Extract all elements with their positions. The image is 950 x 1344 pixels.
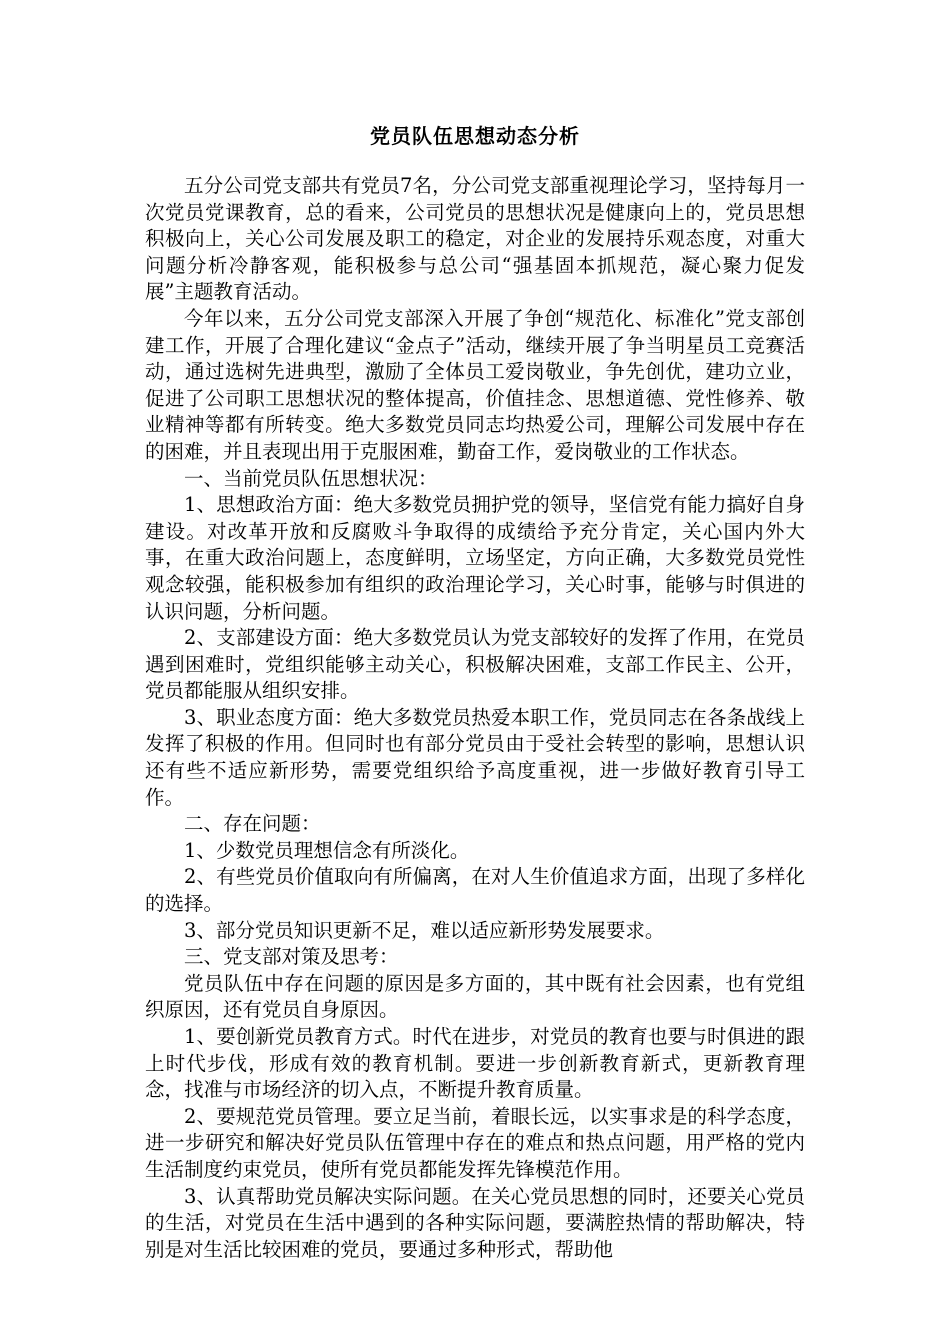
countermeasure-item-2: 2、要规范党员管理。要立足当前，着眼长远，以实事求是的科学态度，进一步研究和解决好党员队伍管理中存在的难点和热点问题，用严格的党内生活制度约束党员，使所有党员都能发挥先锋模范作用。 [145, 1104, 805, 1181]
paragraph-intro: 五分公司党支部共有党员7名，分公司党支部重视理论学习，坚持每月一次党员党课教育，总的看来，公司党员的思想状况是健康向上的，党员思想积极向上，关心公司发展及职工的稳定，对企业的发展持乐观态度，对重大问题分析冷静客观，能积极参与总公司“强基固本抓规范，凝心聚力促发展”主题教育活动。 [145, 174, 805, 304]
countermeasure-item-3: 3、认真帮助党员解决实际问题。在关心党员思想的同时，还要关心党员的生活，对党员在生活中遇到的各种实际问题，要满腔热情的帮助解决，特别是对生活比较困难的党员，要通过多种形式，帮助他 [145, 1184, 805, 1261]
paragraph-branch-building: 2、支部建设方面：绝大多数党员认为党支部较好的发挥了作用，在党员遇到困难时，党组织能够主动关心，积极解决困难，支部工作民主、公开，党员都能服从组织安排。 [145, 626, 805, 703]
paragraph-causes: 党员队伍中存在问题的原因是多方面的，其中既有社会因素，也有党组织原因，还有党员自身原因。 [145, 971, 805, 1022]
section-heading-current-status: 一、当前党员队伍思想状况： [184, 466, 438, 490]
section-heading-countermeasures: 三、党支部对策及思考： [184, 945, 399, 969]
paragraph-political-thought: 1、思想政治方面：绝大多数党员拥护党的领导，坚信党有能力搞好自身建设。对改革开放和反腐败斗争取得的成绩给予充分肯定，关心国内外大事，在重大政治问题上，态度鲜明，立场坚定，方向正确，大多数党员党性观念较强，能积极参加有组织的政治理论学习，关心时事，能够与时俱进的认识问题，分析问题。 [145, 493, 805, 623]
section-heading-problems: 二、存在问题： [184, 812, 321, 836]
paragraph-activities: 今年以来，五分公司党支部深入开展了争创“规范化、标准化”党支部创建工作，开展了合理化建议“金点子”活动，继续开展了争当明星员工竞赛活动，通过选树先进典型，激励了全体员工爱岗敬业，争先创优，建功立业，促进了公司职工思想状况的整体提高，价值挂念、思想道德、党性修养、敬业精神等都有所转变。绝大多数党员同志均热爱公司，理解公司发展中存在的困难，并且表现出用于克服困难，勤奋工作，爱岗敬业的工作状态。 [145, 306, 805, 463]
paragraph-work-attitude: 3、职业态度方面：绝大多数党员热爱本职工作，党员同志在各条战线上发挥了积极的作用。但同时也有部分党员由于受社会转型的影响，思想认识还有些不适应新形势，需要党组织给予高度重视，进一步做好教育引导工作。 [145, 705, 805, 809]
problem-item-3: 3、部分党员知识更新不足，难以适应新形势发展要求。 [184, 918, 665, 942]
problem-item-1: 1、少数党员理想信念有所淡化。 [184, 838, 470, 862]
document-title: 党员队伍思想动态分析 [370, 124, 580, 148]
countermeasure-item-1: 1、要创新党员教育方式。时代在进步，对党员的教育也要与时俱进的跟上时代步伐，形成有效的教育机制。要进一步创新教育新式，更新教育理念，找准与市场经济的切入点，不断提升教育质量。 [145, 1025, 805, 1102]
document-body [145, 173, 805, 1263]
problem-item-2: 2、有些党员价值取向有所偏离，在对人生价值追求方面，出现了多样化的选择。 [145, 865, 805, 916]
